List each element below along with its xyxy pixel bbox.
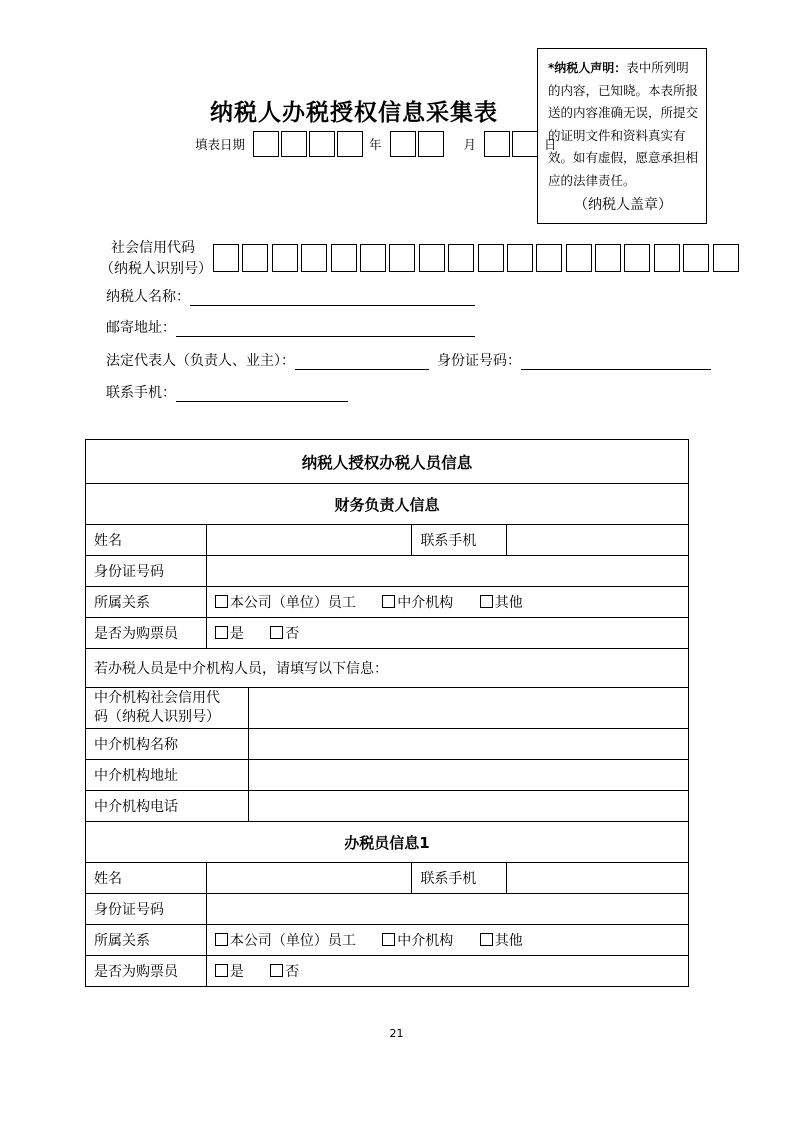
agent-name-input[interactable]: [206, 863, 412, 894]
intermediary-name-input[interactable]: [248, 729, 688, 760]
checkbox-icon[interactable]: [215, 626, 228, 639]
credit-code-digit-box[interactable]: [507, 244, 533, 272]
taxpayer-name-field: [106, 286, 475, 306]
credit-code-digit-box[interactable]: [419, 244, 445, 272]
checkbox-icon[interactable]: [480, 595, 493, 608]
agent-relation-label: 所属关系: [86, 925, 207, 956]
year-label: 年: [369, 137, 382, 152]
intermediary-address-input[interactable]: [248, 760, 688, 791]
declaration-text: 表中所列明的内容，已知晓。本表所报送的内容准确无误，所提交的证明文件和资料真实有效。如有虚假，愿意承担相应的法律责任。: [548, 60, 699, 188]
credit-code-digit-box[interactable]: [654, 244, 680, 272]
intermediary-credit-label: [86, 688, 249, 729]
credit-code-digit-box[interactable]: [448, 244, 474, 272]
checkbox-icon[interactable]: [382, 933, 395, 946]
checkbox-icon[interactable]: [215, 933, 228, 946]
buyer-option-yes[interactable]: [215, 964, 244, 980]
table-main-header: 纳税人授权办税人员信息: [86, 440, 689, 484]
agent-id-label: 身份证号码: [86, 894, 207, 925]
buyer-option-label: 否: [285, 626, 300, 642]
month-digit-box[interactable]: [418, 131, 444, 157]
intermediary-phone-label: 中介机构电话: [86, 791, 249, 822]
checkbox-icon[interactable]: [215, 595, 228, 608]
intermediary-address-label: 中介机构地址: [86, 760, 249, 791]
credit-code-digit-box[interactable]: [595, 244, 621, 272]
intermediary-phone-input[interactable]: [248, 791, 688, 822]
buyer-option-label: 是: [229, 626, 244, 642]
relation-option-label: 本公司（单位）员工: [229, 933, 356, 949]
fill-date-row: [195, 130, 565, 158]
checkbox-icon[interactable]: [480, 933, 493, 946]
fill-date-label: 填表日期: [195, 137, 246, 152]
credit-code-digit-box[interactable]: [478, 244, 504, 272]
intermediary-note: 若办税人员是中介机构人员，请填写以下信息：: [86, 649, 689, 688]
relation-option-intermediary[interactable]: [382, 933, 453, 949]
relation-option-label: 中介机构: [397, 933, 454, 949]
intermediary-credit-input[interactable]: [248, 688, 688, 729]
finance-relation-label: 所属关系: [86, 587, 207, 618]
intermediary-credit-label-line2: 码（纳税人识别号）: [94, 709, 220, 725]
day-digit-box[interactable]: [484, 131, 510, 157]
finance-id-label: 身份证号码: [86, 556, 207, 587]
authorized-personnel-table: [85, 439, 689, 987]
agent-phone-input[interactable]: [507, 863, 689, 894]
intermediary-credit-label-line1: 中介机构社会信用代: [94, 690, 220, 706]
credit-code-label-line2: （纳税人识别号）: [100, 261, 212, 277]
year-digit-box[interactable]: [281, 131, 307, 157]
credit-code-digit-box[interactable]: [624, 244, 650, 272]
buyer-option-label: 否: [285, 964, 300, 980]
credit-code-digit-box[interactable]: [301, 244, 327, 272]
credit-code-digit-box[interactable]: [360, 244, 386, 272]
relation-option-intermediary[interactable]: [382, 595, 453, 611]
credit-code-digit-box[interactable]: [272, 244, 298, 272]
buyer-option-label: 是: [229, 964, 244, 980]
relation-option-label: 其他: [494, 595, 523, 611]
page-number: 21: [389, 1027, 404, 1040]
checkbox-icon[interactable]: [270, 964, 283, 977]
finance-phone-input[interactable]: [507, 525, 689, 556]
buyer-option-yes[interactable]: [215, 626, 244, 642]
credit-code-digit-box[interactable]: [213, 244, 239, 272]
legal-rep-field: [106, 350, 711, 370]
agent-relation-options: [206, 925, 688, 956]
year-digit-box[interactable]: [253, 131, 279, 157]
relation-option-label: 本公司（单位）员工: [229, 595, 356, 611]
taxpayer-name-input[interactable]: [190, 287, 475, 306]
day-digit-box[interactable]: [512, 131, 538, 157]
finance-section-header: 财务负责人信息: [86, 484, 689, 525]
credit-code-digit-box[interactable]: [389, 244, 415, 272]
relation-option-employee[interactable]: [215, 933, 356, 949]
relation-option-other[interactable]: [480, 933, 523, 949]
form-title: 纳税人办税授权信息采集表: [210, 100, 498, 126]
agent-id-input[interactable]: [206, 894, 688, 925]
day-label: 日: [544, 137, 557, 152]
mailing-address-field: [106, 317, 475, 337]
legal-rep-id-label: 身份证号码：: [437, 353, 521, 369]
credit-code-digit-box[interactable]: [331, 244, 357, 272]
relation-option-other[interactable]: [480, 595, 523, 611]
buyer-option-no[interactable]: [270, 964, 299, 980]
finance-relation-options: [206, 587, 688, 618]
relation-option-employee[interactable]: [215, 595, 356, 611]
mailing-address-label: 邮寄地址：: [106, 320, 176, 336]
credit-code-digit-box[interactable]: [566, 244, 592, 272]
relation-option-label: 中介机构: [397, 595, 454, 611]
agent-phone-label: 联系手机: [412, 863, 507, 894]
intermediary-name-label: 中介机构名称: [86, 729, 249, 760]
finance-phone-label: 联系手机: [412, 525, 507, 556]
taxpayer-phone-field: [106, 382, 348, 402]
finance-buyer-label: 是否为购票员: [86, 618, 207, 649]
checkbox-icon[interactable]: [270, 626, 283, 639]
relation-option-label: 其他: [494, 933, 523, 949]
month-digit-box[interactable]: [390, 131, 416, 157]
legal-rep-id-input[interactable]: [521, 351, 711, 370]
credit-code-label: [100, 238, 212, 280]
taxpayer-phone-label: 联系手机：: [106, 385, 176, 401]
credit-code-digit-box[interactable]: [242, 244, 268, 272]
month-label: 月: [463, 137, 477, 152]
agent-name-label: 姓名: [86, 863, 207, 894]
finance-name-input[interactable]: [206, 525, 412, 556]
agent-section-header: 办税员信息1: [86, 822, 689, 863]
finance-buyer-options: [206, 618, 688, 649]
credit-code-label-line1: 社会信用代码: [111, 240, 195, 256]
year-digit-box[interactable]: [309, 131, 335, 157]
taxpayer-name-label: 纳税人名称：: [106, 289, 190, 305]
agent-buyer-options: [206, 956, 688, 987]
legal-rep-label: 法定代表人（负责人、业主）：: [106, 353, 295, 369]
taxpayer-stamp-label: （纳税人盖章）: [574, 197, 672, 213]
declaration-heading: *纳税人声明：: [548, 61, 627, 75]
finance-name-label: 姓名: [86, 525, 207, 556]
agent-buyer-label: 是否为购票员: [86, 956, 207, 987]
credit-code-digit-box[interactable]: [536, 244, 562, 272]
buyer-option-no[interactable]: [270, 626, 299, 642]
credit-code-digit-box[interactable]: [683, 244, 709, 272]
year-digit-box[interactable]: [337, 131, 363, 157]
mailing-address-input[interactable]: [176, 318, 475, 337]
credit-code-digit-box[interactable]: [713, 244, 739, 272]
legal-rep-input[interactable]: [295, 351, 429, 370]
taxpayer-phone-input[interactable]: [176, 383, 348, 402]
finance-id-input[interactable]: [206, 556, 688, 587]
checkbox-icon[interactable]: [382, 595, 395, 608]
checkbox-icon[interactable]: [215, 964, 228, 977]
credit-code-boxes: [213, 244, 739, 272]
